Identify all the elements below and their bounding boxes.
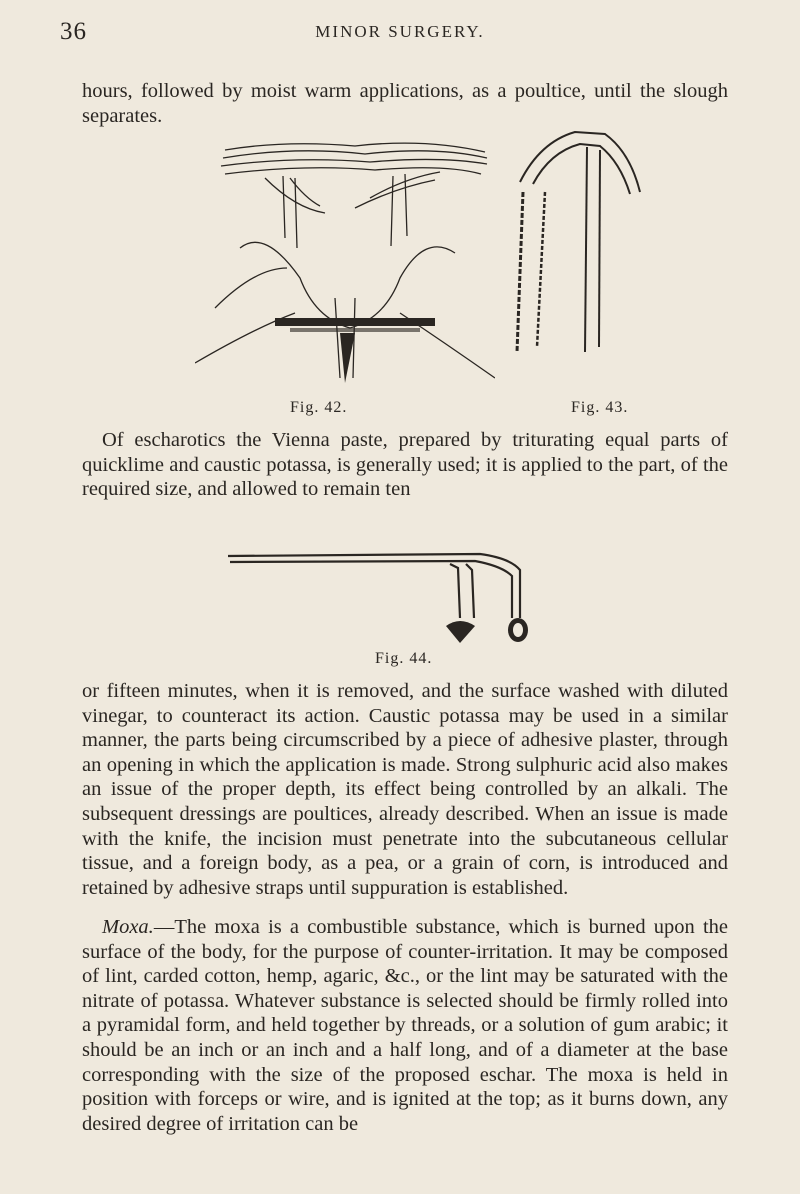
paragraph-2: Of escharotics the Vienna paste, prepared by triturating equal parts of quicklime and caustic potassa, is generally used; it is applied to the part, of the required size, and allowed to remain ten: [82, 429, 728, 501]
figure-44-caption: Fig. 44.: [375, 650, 433, 667]
figure-43-caption: Fig. 43.: [571, 399, 629, 416]
figure-42-illustration: [195, 128, 495, 388]
paragraph-4: [82, 915, 728, 1136]
paragraph-1: hours, followed by moist warm applications, as a poultice, until the slough separates.: [82, 80, 728, 127]
figure-43-illustration: [505, 122, 655, 362]
page-header: [60, 18, 740, 48]
running-title: MINOR SURGERY.: [315, 22, 485, 41]
paragraph-3: or fifteen minutes, when it is removed, and the surface washed with diluted vinegar, to counteract its action. Caustic potassa may be used in a similar manner, the parts being circumscribed by a piece of adhesive plaster, through an opening in which the application is made. Strong sulphuric acid also makes an issue of the proper depth, its effect being controlled by an alkali. The subsequent dressings are poultices, already described. When an issue is made with the knife, the incision must penetrate into the subcutaneous cellular tissue, and a foreign body, as a pea, or a grain of corn, is introduced and retained by adhesive straps until suppuration is established.: [82, 680, 728, 899]
moxa-description: —The moxa is a combustible substance, which is burned upon the surface of the body, for the purpose of counter-irritation. It may be composed of lint, carded cotton, hemp, agaric, &c., or the lint may be saturated with the nitrate of potassa. Whatever substance is selected should be firmly rolled into a pyramidal form, and held together by threads, or a solution of gum arabic; it should be an inch or an inch and a half long, and of a diameter at the base corresponding with the size of the proposed eschar. The moxa is held in position with forceps or wire, and is ignited at the top; as it burns down, any desired degree of irritation can be: [82, 916, 728, 1135]
page-number: 36: [60, 18, 87, 45]
figure-44-illustration: [220, 548, 600, 643]
figure-42-caption: Fig. 42.: [290, 399, 348, 416]
moxa-term: Moxa.: [102, 916, 154, 938]
